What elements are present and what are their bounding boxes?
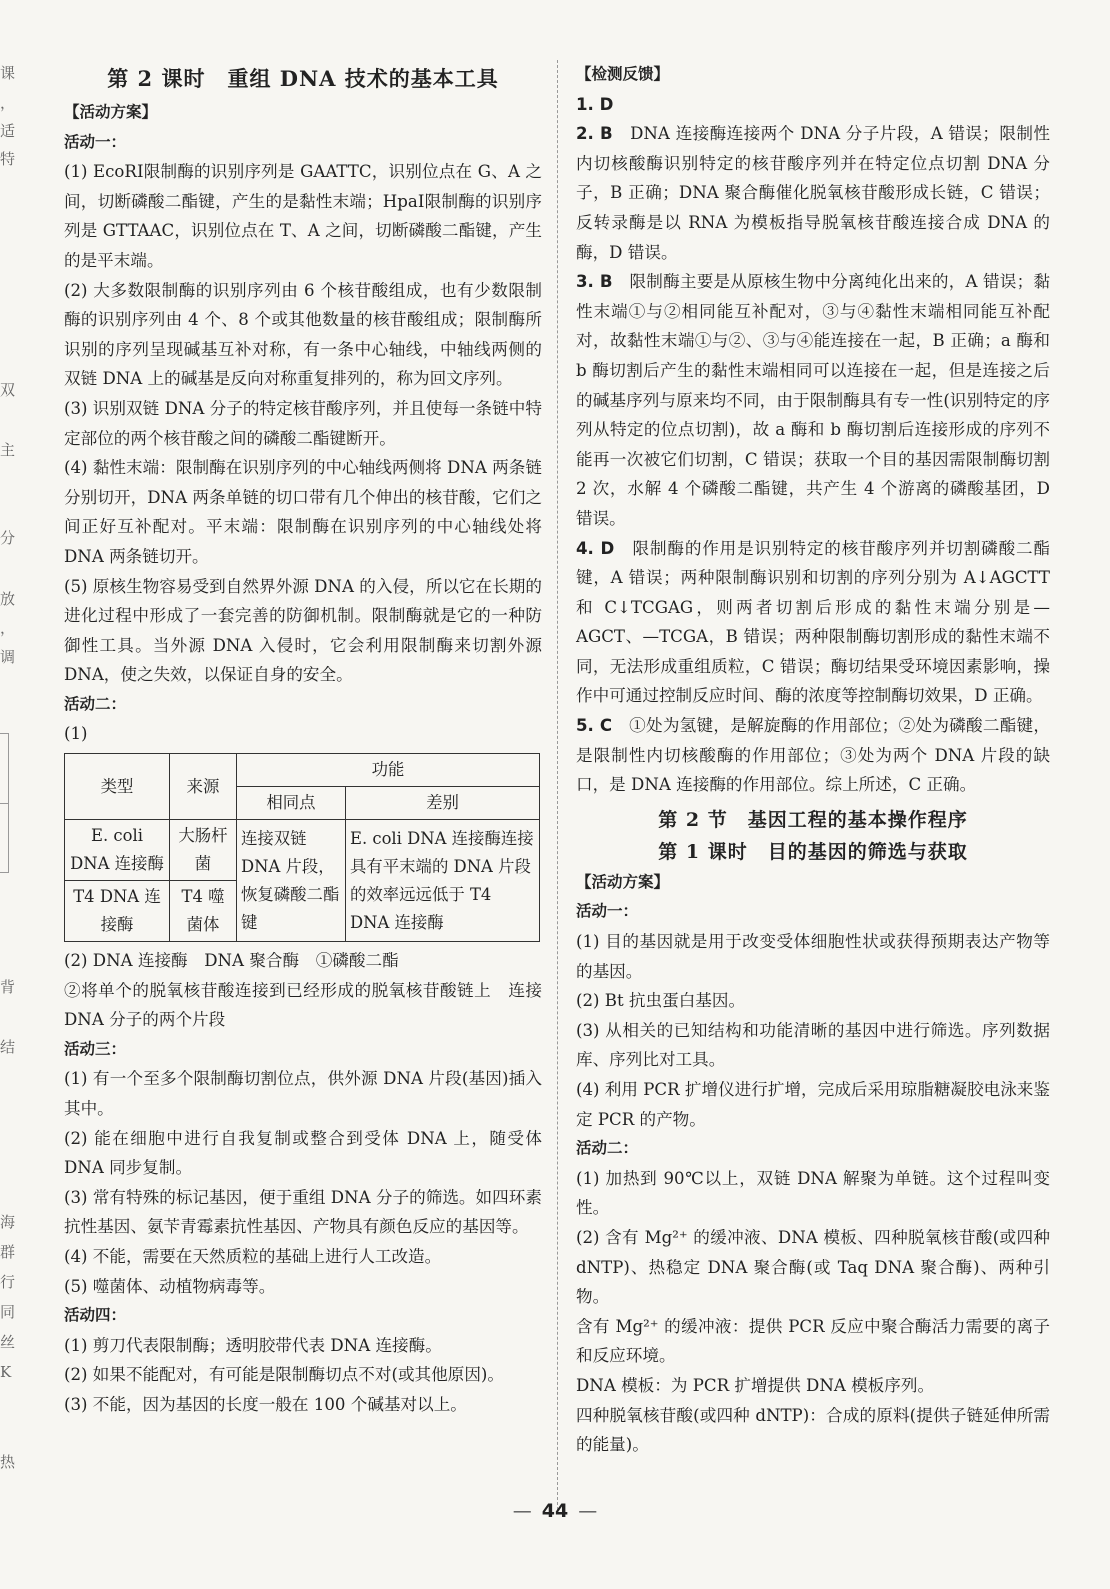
answer-item [576, 90, 1050, 120]
answer-paragraph: (2) DNA 连接酶 DNA 聚合酶 ①磷酸二酯 [64, 951, 399, 971]
table-cell-source: T4 噬菌体 [170, 881, 237, 942]
edge-char: 海 [0, 1213, 16, 1231]
page-number: 44 [541, 1500, 569, 1522]
table-header-type: 类型 [65, 754, 170, 820]
column-divider [557, 60, 558, 1510]
table-cell-same: 连接双链 DNA 片段，恢复磷酸二酯键 [237, 820, 346, 942]
footer-dash: — [512, 1500, 532, 1522]
activity-plan-label: 【活动方案】 [576, 872, 670, 891]
answer-number: 1. D [576, 94, 614, 114]
edge-char: 双 [0, 381, 16, 399]
right-column [576, 60, 1050, 1460]
sub-label: (1) [64, 724, 88, 744]
answer-paragraph: (2) 如果不能配对，有可能是限制酶切点不对(或其他原因)。 [64, 1365, 504, 1385]
edge-char: 群 [0, 1243, 16, 1261]
answer-paragraph: DNA 模板：为 PCR 扩增提供 DNA 模板序列。 [576, 1375, 935, 1395]
activity-2-label: 活动二： [64, 694, 127, 713]
table-header-same: 相同点 [237, 787, 346, 820]
activity-3-label: 活动三： [64, 1039, 127, 1058]
answer-paragraph: (2) 含有 Mg²⁺ 的缓冲液、DNA 模板、四种脱氧核苷酸(或四种 dNTP)、热稳定 DNA 聚合酶(或 Taq DNA 聚合酶)、两种引物。 [576, 1227, 1050, 1307]
answer-item [576, 711, 1050, 800]
answer-paragraph: ②将单个的脱氧核苷酸连接到已经形成的脱氧核苷酸链上 连接 DNA 分子的两个片段 [64, 980, 542, 1030]
edge-char: 行 [0, 1273, 16, 1291]
left-column [64, 60, 542, 1420]
edge-char: 分 [0, 529, 16, 547]
edge-char: 放 [0, 590, 16, 608]
edge-char: 背 [0, 978, 16, 996]
answer-paragraph: 四种脱氧核苷酸(或四种 dNTP)：合成的原料(提供子链延伸所需的能量)。 [576, 1405, 1050, 1455]
edge-char: 调 [0, 648, 16, 666]
answer-paragraph: (3) 识别双链 DNA 分子的特定核苷酸序列，并且使每一条链中特定部位的两个核苷酸之间的磷酸二酯键断开。 [64, 398, 542, 448]
table-cell-diff: E. coli DNA 连接酶连接具有平末端的 DNA 片段的效率远远低于 T4 DNA 连接酶 [346, 820, 540, 942]
edge-char: ， [0, 94, 16, 112]
edge-table-fragment [0, 733, 9, 873]
answer-paragraph: (1) 目的基因就是用于改变受体细胞性状或获得预期表达产物等的基因。 [576, 932, 1050, 981]
answer-item [576, 534, 1050, 712]
edge-char: 特 [0, 150, 16, 168]
section-title: 第 2 节 基因工程的基本操作程序 [658, 808, 968, 831]
table-cell-type: E. coli DNA 连接酶 [65, 820, 170, 881]
answer-paragraph: (3) 不能，因为基因的长度一般在 100 个碱基对以上。 [64, 1394, 467, 1414]
answer-explanation: 限制酶的作用是识别特定的核苷酸序列并切割磷酸二酯键，A 错误；两种限制酶识别和切割的序列分别为 A↓AGCTT 和 C↓TCGAG，则两者切割后形成的黏性末端分别是—AGCT、—TCGA，B 错误；两种限制酶切割形成的黏性末端不同，无法形成重组质粒，C 错误；酶切结果受环境因素影响，操作中可通过控制反应时间、酶的浓度等控制酶切效果，D 正确。 [576, 538, 1051, 706]
answer-paragraph: (4) 利用 PCR 扩增仪进行扩增，完成后采用琼脂糖凝胶电泳来鉴定 PCR 的产物。 [576, 1080, 1050, 1129]
answer-number: 4. D [576, 538, 615, 558]
edge-char: ， [0, 619, 16, 637]
ligase-comparison-table [64, 753, 540, 942]
answer-number: 5. C [576, 716, 613, 736]
answer-paragraph: (2) Bt 抗虫蛋白基因。 [576, 991, 746, 1011]
edge-char: 丝 [0, 1333, 16, 1351]
answer-paragraph: (3) 常有特殊的标记基因，便于重组 DNA 分子的筛选。如四环素抗性基因、氨苄青霉素抗性基因、产物具有颜色反应的基因等。 [64, 1187, 542, 1237]
activity-2-label: 活动二： [576, 1139, 639, 1158]
table-cell-type: T4 DNA 连接酶 [65, 881, 170, 942]
lesson-title: 第 1 课时 目的基因的筛选与获取 [658, 840, 968, 863]
answer-paragraph: 含有 Mg²⁺ 的缓冲液：提供 PCR 反应中聚合酶活力需要的离子和反应环境。 [576, 1316, 1050, 1366]
answer-explanation: ①处为氢键，是解旋酶的作用部位；②处为磷酸二酯键，是限制性内切核酸酶的作用部位；③处为两个 DNA 片段的缺口，是 DNA 连接酶的作用部位。综上所述，C 正确。 [576, 716, 1050, 795]
answer-number: 2. B [576, 124, 613, 144]
edge-char: 热 [0, 1453, 16, 1471]
edge-char: K [0, 1363, 12, 1381]
edge-char: 主 [0, 441, 16, 459]
edge-char: 同 [0, 1303, 16, 1321]
answer-paragraph: (4) 黏性末端：限制酶在识别序列的中心轴线两侧将 DNA 两条链分别切开，DNA 两条单链的切口带有几个伸出的核苷酸，它们之间正好互补配对。平末端：限制酶在识别序列的中心轴线处将 DNA 两条链切开。 [64, 458, 542, 566]
answer-item [576, 119, 1050, 267]
answer-paragraph: (1) EcoRⅠ限制酶的识别序列是 GAATTC，识别位点在 G、A 之间，切断磷酸二酯键，产生的是黏性末端；HpaⅠ限制酶的识别序列是 GTTAAC，识别位点在 T、A 之间，切断磷酸二酯键，产生的是平末端。 [64, 162, 542, 270]
answer-paragraph: (2) 能在细胞中进行自我复制或整合到受体 DNA 上，随受体 DNA 同步复制。 [64, 1128, 542, 1178]
page-footer [0, 1500, 1110, 1522]
answer-paragraph: (4) 不能，需要在天然质粒的基础上进行人工改造。 [64, 1247, 442, 1266]
edge-char: 适 [0, 122, 16, 140]
activity-1-label: 活动一： [64, 132, 127, 151]
feedback-label: 【检测反馈】 [576, 65, 670, 83]
answer-paragraph: (3) 从相关的已知结构和功能清晰的基因中进行筛选。序列数据库、序列比对工具。 [576, 1020, 1050, 1070]
table-header-function: 功能 [237, 754, 540, 787]
footer-dash: — [578, 1500, 598, 1522]
table-header-diff: 差别 [346, 787, 540, 820]
table-header-source: 来源 [170, 754, 237, 820]
activity-plan-label: 【活动方案】 [64, 103, 158, 121]
edge-char: 结 [0, 1038, 16, 1056]
answer-number: 3. B [576, 272, 613, 292]
answer-paragraph: (1) 有一个至多个限制酶切割位点，供外源 DNA 片段(基因)插入其中。 [64, 1069, 542, 1119]
answer-paragraph: (1) 剪刀代表限制酶；透明胶带代表 DNA 连接酶。 [64, 1335, 442, 1355]
lesson-title: 第 2 课时 重组 DNA 技术的基本工具 [107, 66, 499, 91]
answer-explanation: 限制酶主要是从原核生物中分离纯化出来的，A 错误；黏性末端①与②相同能互补配对，③与④黏性末端相同能互补配对，故黏性末端①与②、③与④能连接在一起，B 正确；a 酶和 b 酶切割后产生的黏性末端相同可以连接在一起，但是连接之后的碱基序列与原来均不同，由于限制酶具有专一性(识别特定的序列从特定的位点切割)，故 a 酶和 b 酶切割后连接形成的序列不能再一次被它们切割，C 错误；获取一个目的基因需限制酶切割 2 次，水解 4 个磷酸二酯键，共产生 4 个游离的磷酸基团，D 错误。 [576, 272, 1050, 528]
edge-char: 课 [0, 64, 16, 82]
left-page-edge [0, 0, 22, 1589]
answer-explanation: DNA 连接酶连接两个 DNA 分子片段，A 错误；限制性内切核酸酶识别特定的核苷酸序列并在特定位点切割 DNA 分子，B 正确；DNA 聚合酶催化脱氧核苷酸形成长链，C 错误；反转录酶是以 RNA 为模板指导脱氧核苷酸连接合成 DNA 的酶，D 错误。 [576, 124, 1050, 262]
activity-1-label: 活动一： [576, 902, 639, 921]
answer-paragraph: (5) 噬菌体、动植物病毒等。 [64, 1276, 276, 1296]
table-cell-source: 大肠杆菌 [170, 820, 237, 881]
activity-4-label: 活动四： [64, 1306, 127, 1325]
answer-paragraph: (1) 加热到 90℃以上，双链 DNA 解聚为单链。这个过程叫变性。 [576, 1168, 1050, 1218]
answer-paragraph: (5) 原核生物容易受到自然界外源 DNA 的入侵，所以它在长期的进化过程中形成了一套完善的防御机制。限制酶就是它的一种防御性工具。当外源 DNA 入侵时，它会利用限制酶来切割外源 DNA，使之失效，以保证自身的安全。 [64, 576, 542, 685]
answer-item [576, 267, 1050, 533]
answer-paragraph: (2) 大多数限制酶的识别序列由 6 个核苷酸组成，也有少数限制酶的识别序列由 4 个、8 个或其他数量的核苷酸组成；限制酶所识别的序列呈现碱基互补对称，有一条中心轴线，中轴线两侧的双链 DNA 上的碱基是反向对称重复排列的，称为回文序列。 [64, 280, 542, 389]
